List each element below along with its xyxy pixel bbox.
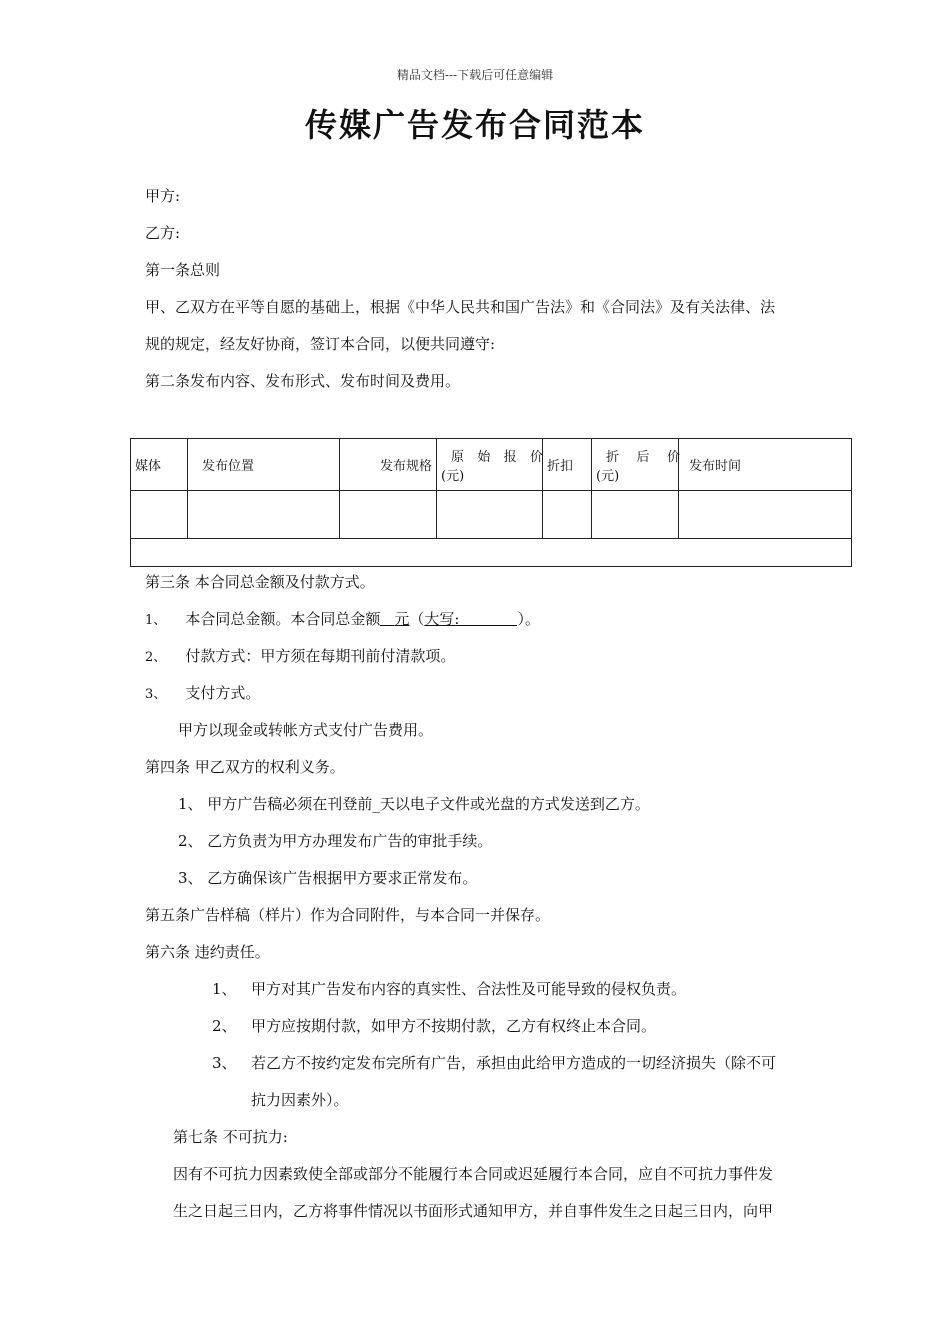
article-7-paragraph-line: 生之日起三日内，乙方将事件情况以书面形式通知甲方，并自事件发生之日起三日内，向甲 — [173, 1202, 774, 1220]
col-position: 发布位置 — [188, 439, 340, 491]
col-after-price-unit: (元) — [596, 468, 620, 484]
article-3-heading: 第三条 本合同总金额及付款方式。 — [145, 573, 375, 591]
table-cell — [543, 491, 592, 539]
amount-blank — [380, 611, 394, 626]
article-6-item-3-number: 3、 — [212, 1054, 237, 1072]
col-original-price-char: 始 — [477, 449, 491, 465]
item-number: 3、 — [145, 687, 167, 702]
article-4-item-3: 3、 乙方确保该广告根据甲方要求正常发布。 — [178, 869, 478, 887]
table-cell — [131, 539, 852, 567]
item-number: 2、 — [145, 650, 167, 665]
article-5-heading: 第五条广告样稿（样片）作为合同附件，与本合同一并保存。 — [145, 906, 551, 924]
paren-open: （ — [409, 610, 425, 628]
uppercase-label: 大写: — [424, 610, 460, 628]
article-2-heading: 第二条发布内容、发布形式、发布时间及费用。 — [145, 372, 461, 390]
article-3-item-3 — [145, 683, 260, 705]
table-cell — [340, 491, 437, 539]
table-cell — [679, 491, 852, 539]
col-original-price-char: 原 — [451, 449, 465, 465]
col-time: 发布时间 — [679, 439, 852, 491]
article-4-heading: 第四条 甲乙双方的权利义务。 — [145, 758, 345, 776]
article-3-item-2 — [145, 646, 455, 668]
page-header: 精品文档---下载后可任意编辑 — [396, 68, 554, 82]
col-media: 媒体 — [131, 439, 188, 491]
article-6-item-1-text: 甲方对其广告发布内容的真实性、合法性及可能导致的侵权负责。 — [251, 980, 687, 998]
table-cell — [131, 491, 188, 539]
article-1-paragraph-line: 甲、乙双方在平等自愿的基础上，根据《中华人民共和国广告法》和《合同法》及有关法律、法 — [145, 298, 776, 316]
article-7-paragraph-line: 因有不可抗力因素致使全部或部分不能履行本合同或迟延履行本合同，应自不可抗力事件发 — [173, 1165, 774, 1183]
article-6-item-2-number: 2、 — [212, 1017, 237, 1035]
article-6-item-1-number: 1、 — [212, 980, 237, 998]
table-cell — [592, 491, 679, 539]
article-7-heading: 第七条 不可抗力: — [173, 1128, 288, 1146]
article-1-paragraph-line: 规的规定，经友好协商，签订本合同，以便共同遵守: — [145, 335, 496, 353]
article-4-item-2: 2、 乙方负责为甲方办理发布广告的审批手续。 — [178, 832, 493, 850]
paren-close: ）。 — [517, 610, 540, 628]
article-6-item-2-text: 甲方应按期付款，如甲方不按期付款，乙方有权终止本合同。 — [251, 1017, 657, 1035]
publication-table — [130, 438, 852, 567]
document-title: 传媒广告发布合同范本 — [304, 106, 645, 144]
col-discount: 折扣 — [543, 439, 592, 491]
article-3-item-1 — [145, 609, 540, 631]
col-original-price-char: 报 — [503, 449, 517, 465]
uppercase-amount-blank — [459, 611, 517, 626]
col-original-price-char: 价 — [529, 449, 543, 465]
col-original-price-unit: (元) — [441, 468, 465, 484]
party-b-label: 乙方: — [145, 224, 181, 242]
article-1-heading: 第一条总则 — [145, 261, 221, 279]
article-6-item-3-text: 若乙方不按约定发布完所有广告，承担由此给甲方造成的一切经济损失（除不可 — [251, 1054, 777, 1072]
table-row — [131, 491, 852, 539]
col-after-price-char: 价 — [666, 449, 680, 465]
col-after-price-char: 后 — [636, 449, 650, 465]
col-original-price — [437, 439, 543, 491]
item-text: 付款方式：甲方须在每期刊前付清款项。 — [185, 647, 456, 665]
table-header-row — [131, 439, 852, 491]
article-4-item-1: 1、 甲方广告稿必须在刊登前_天以电子文件或光盘的方式发送到乙方。 — [178, 795, 650, 813]
col-after-price-char: 折 — [606, 449, 620, 465]
item-text: 本合同总金额。本合同总金额 — [185, 610, 381, 628]
article-6-heading: 第六条 违约责任。 — [145, 943, 270, 961]
currency-unit: 元 — [394, 610, 410, 628]
table-cell — [437, 491, 543, 539]
article-3-item-3-detail: 甲方以现金或转帐方式支付广告费用。 — [178, 721, 434, 739]
article-6-item-3-text: 抗力因素外）。 — [251, 1091, 349, 1109]
col-spec: 发布规格 — [340, 439, 437, 491]
table-row — [131, 539, 852, 567]
item-text: 支付方式。 — [185, 684, 261, 702]
col-after-price — [592, 439, 679, 491]
party-a-label: 甲方: — [145, 187, 181, 205]
table-cell — [188, 491, 340, 539]
item-number: 1、 — [145, 613, 167, 628]
